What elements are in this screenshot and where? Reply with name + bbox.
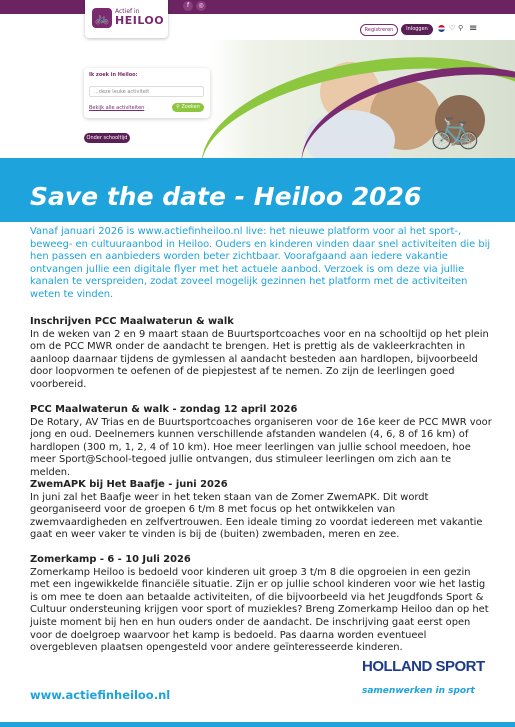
all-activities-link[interactable]: Bekijk alle activiteiten xyxy=(89,105,145,111)
page-title: Save the date - Heiloo 2026 xyxy=(30,182,422,211)
section-body: In de weken van 2 en 9 maart staan de Buurtsportcoaches voor en na schooltijd op het plein om de PCC MWR onder de aandacht te brengen. Het is prettig als de vakleerkrachten in aanloop daarnaar tijdens de gymlessen al aandacht besteden aan hardlopen, bijvoorbeeld door loopvormen te oefenen of de piepjestest af te nemen. Zo zijn de leerlingen goed voorbereid. xyxy=(30,328,489,390)
search-button-label: Zoeken xyxy=(181,104,200,110)
school-time-button[interactable]: Onder schooltijd xyxy=(84,133,130,143)
logo-small-text: Actief in xyxy=(115,8,140,15)
top-bar xyxy=(0,0,515,14)
instagram-icon[interactable]: ◎ xyxy=(196,1,206,11)
website-url[interactable]: www.actiefinheiloo.nl xyxy=(30,688,171,702)
section-body: In juni zal het Baafje weer in het teken staan van de Zomer ZwemAPK. Dit wordt georganiseerd voor de groepen 6 t/m 8 met focus op het ontwikkelen van zwemvaardigheden en zelfvertrouwen. Een ideale timing zo voordat iedereen met vakantie gaat en weer vaker te vinden is bij de (buiten) zwembaden, meren en zee. xyxy=(30,491,483,541)
section-body: De Rotary, AV Trias en de Buurtsportcoaches organiseren voor de 16e keer de PCC MWR voor jong en oud. Deelnemers kunnen verschillende afstanden wandelen (4, 6, 8 of 16 km) of hardlopen (300 m, 1, 2, 4 of 10 km). Hoe meer leerlingen van jullie school meedoen, hoe meer Sport@School-tegoed jullie ontvangen, dus stimuleer leerlingen om zich aan te melden. xyxy=(30,416,492,478)
heart-icon[interactable]: ♡ xyxy=(449,24,456,32)
facebook-icon[interactable]: f xyxy=(183,1,193,11)
section-heading: Inschrijven PCC Maalwaterun & walk xyxy=(30,316,234,327)
dutch-flag-icon[interactable] xyxy=(438,25,445,32)
cyclist-icon: 🚲 xyxy=(92,8,112,28)
actief-in-heiloo-logo[interactable] xyxy=(85,0,168,38)
holland-sport-logo xyxy=(362,656,484,682)
logo-big-text: HEILOO xyxy=(115,14,165,27)
search-panel xyxy=(84,68,210,118)
section-body: Zomerkamp Heiloo is bedoeld voor kinderen uit groep 3 t/m 8 die opgroeien in een gezin met een ingewikkelde financiële situatie. Zijn er op jullie school kinderen voor wie het lastig is om mee te doen aan betaalde activiteiten, of die bijvoorbeeld via het Jeugdfonds Sport & Cultuur ondersteuning krijgen voor sport of muziekles? Breng Zomerkamp Heiloo dan op het juiste moment bij hen en hun ouders onder de aandacht. De inschrijving gaat eerst open voor de doelgroep waarvoor het kamp is bedoeld. Pas daarna worden eventueel overgebleven plaatsen opengesteld voor andere geïnteresseerde kinderen. xyxy=(30,566,489,654)
search-title: Ik zoek in Heiloo: xyxy=(89,72,138,78)
search-button[interactable]: ⚲ Zoeken xyxy=(172,103,204,112)
bottom-bar xyxy=(0,722,515,727)
bicycle-icon: 🚲 xyxy=(430,105,480,151)
section-heading: ZwemAPK bij Het Baafje - juni 2026 xyxy=(30,479,228,490)
website-screenshot xyxy=(0,0,515,158)
partner-tagline: samenwerken in sport xyxy=(362,686,475,696)
section xyxy=(30,554,492,655)
section xyxy=(30,316,492,392)
holland-sport-wordmark: HOLLAND SPORT xyxy=(362,658,485,675)
intro-text: Vanaf januari 2026 is www.actiefinheiloo.nl live: het nieuwe platform voor al het sport-, beweeg- en cultuuraanbod in Heiloo. Ouders en kinderen vinden daar snel activiteiten die bij hen passen en aanbieders worden beter zichtbaar. Voorafgaand aan iedere vakantie ontvangen jullie een digitale flyer met het actuele aanbod. Verzoek is om deze via jullie kanalen te verspreiden, zodat zoveel mogelijk gezinnen het platform met de activiteiten weten te vinden. xyxy=(30,226,491,300)
login-button[interactable]: Inloggen xyxy=(401,24,433,35)
search-input[interactable]: ...deze leuke activiteit xyxy=(89,86,204,97)
section xyxy=(30,479,492,542)
register-button[interactable]: Registreren xyxy=(360,24,398,36)
section-heading: PCC Maalwaterun & walk - zondag 12 april 2026 xyxy=(30,404,298,415)
search-icon[interactable]: ⚲ xyxy=(458,24,464,32)
section-heading: Zomerkamp - 6 - 10 Juli 2026 xyxy=(30,554,191,565)
menu-icon[interactable]: ≡ xyxy=(469,23,478,34)
section xyxy=(30,404,492,480)
